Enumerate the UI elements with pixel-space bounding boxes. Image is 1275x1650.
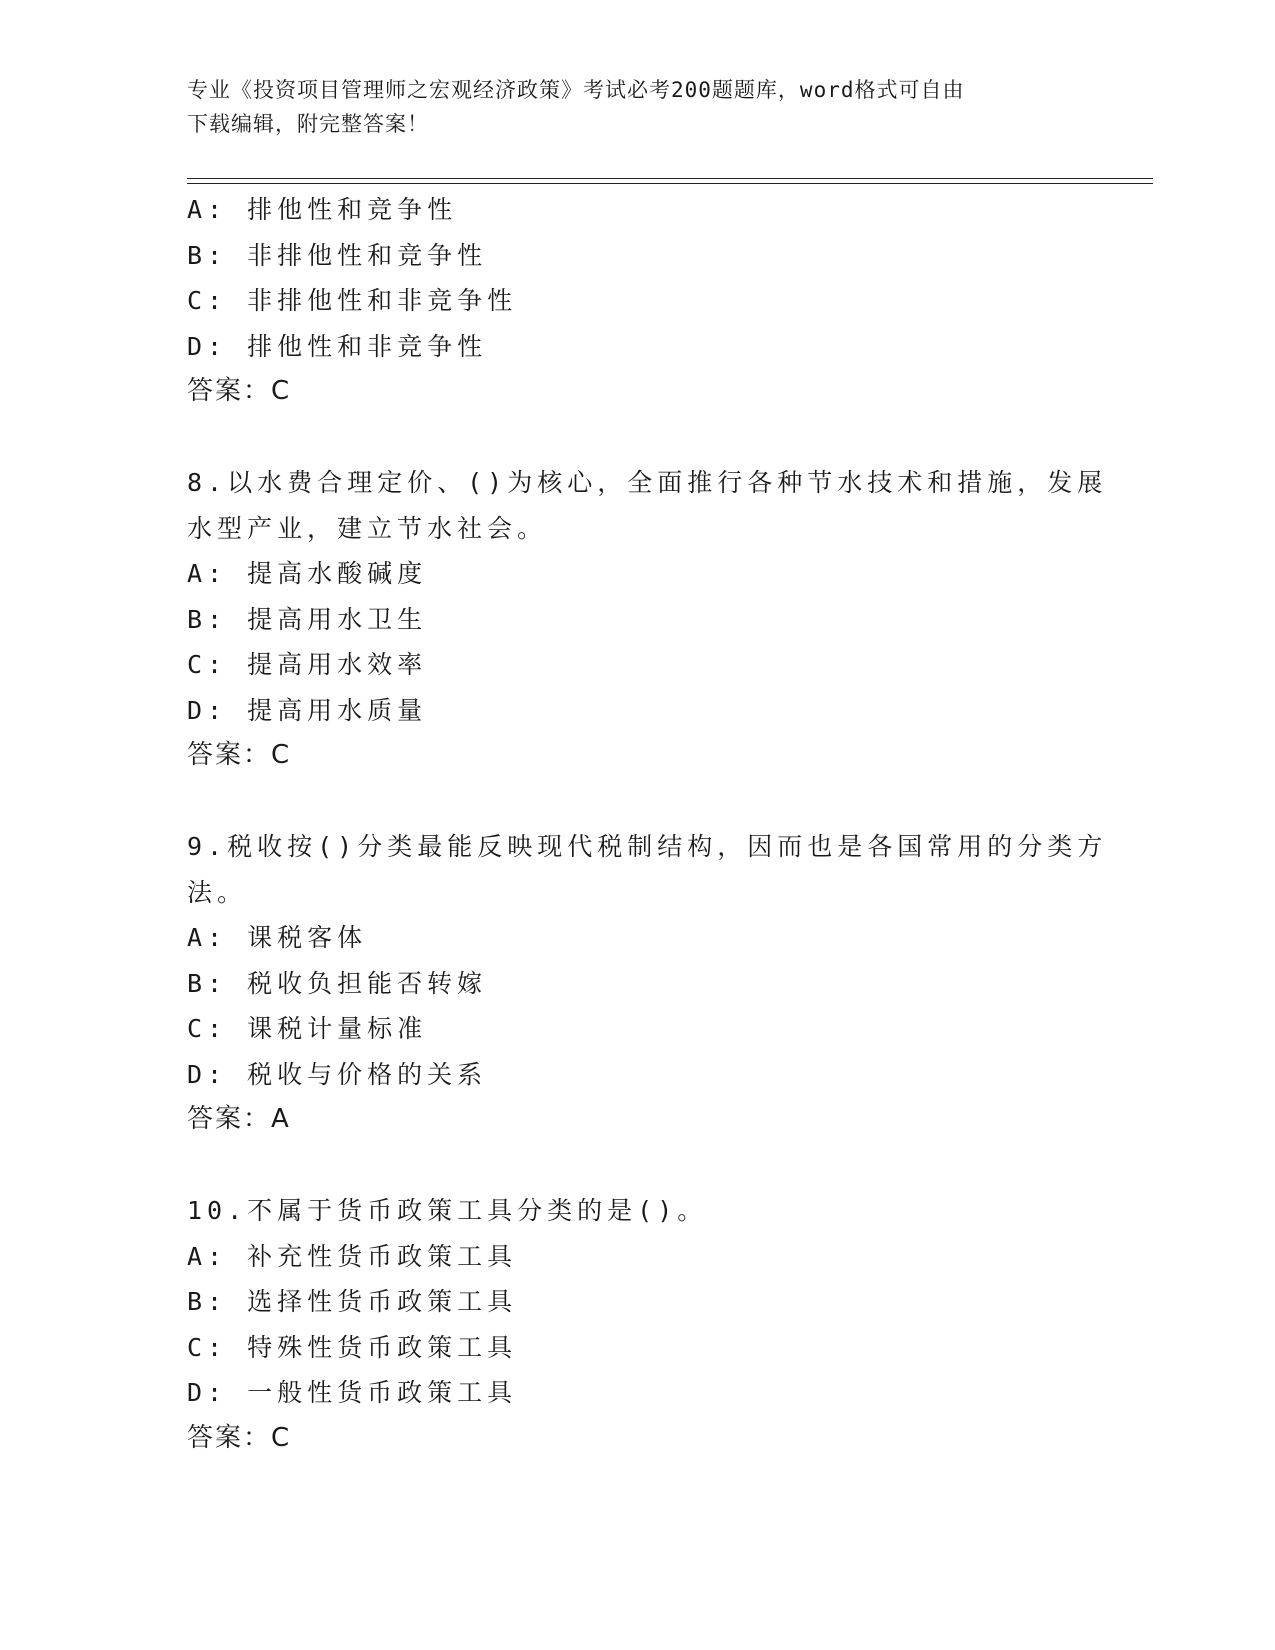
option-a: A: 课税客体 (187, 923, 368, 952)
spacer (187, 1143, 1087, 1189)
question-7-continued (187, 187, 1087, 415)
option-a: A: 提高水酸碱度 (187, 559, 428, 588)
answer-line: 答案：A (187, 1104, 291, 1134)
option-b: B: 税收负担能否转嫁 (187, 968, 488, 998)
option-c: C: 非排他性和非竞争性 (187, 286, 518, 315)
option-b: B: 非排他性和竞争性 (187, 240, 488, 270)
option-a: A: 排他性和竞争性 (187, 195, 458, 224)
question-stem-line-2: 水型产业，建立节水社会。 (187, 513, 548, 543)
option-d: D: 税收与价格的关系 (187, 1059, 488, 1089)
question-stem-line-1: 9.税收按()分类最能反映现代税制结构，因而也是各国常用的分类方 (187, 832, 1108, 861)
option-b: B: 提高用水卫生 (187, 604, 428, 634)
spacer (187, 779, 1087, 825)
question-stem-line-1: 10.不属于货币政策工具分类的是()。 (187, 1196, 708, 1225)
question-9 (187, 824, 1108, 1143)
answer-line: 答案：C (187, 740, 292, 770)
header-line-2: 下载编辑，附完整答案！ (187, 112, 429, 136)
header-line-1: 专业《投资项目管理师之宏观经济政策》考试必考200题题库，word格式可自由 (187, 78, 965, 102)
option-a: A: 补充性货币政策工具 (187, 1241, 518, 1271)
question-10 (187, 1188, 1087, 1461)
header-divider-bottom (187, 183, 1153, 184)
answer-line: 答案：C (187, 376, 292, 406)
option-d: D: 排他性和非竞争性 (187, 331, 488, 361)
question-stem-line-1: 8.以水费合理定价、()为核心，全面推行各种节水技术和措施，发展 (187, 468, 1108, 497)
header-divider-top (187, 178, 1153, 179)
option-c: C: 特殊性货币政策工具 (187, 1332, 518, 1362)
option-c: C: 提高用水效率 (187, 650, 428, 679)
question-list (187, 187, 1108, 1461)
spacer (187, 415, 1087, 461)
answer-line: 答案：C (187, 1422, 292, 1453)
question-8 (187, 460, 1108, 779)
document-header-note (187, 73, 1067, 141)
option-b: B: 选择性货币政策工具 (187, 1287, 518, 1316)
option-d: D: 一般性货币政策工具 (187, 1378, 518, 1407)
question-stem-line-2: 法。 (187, 877, 248, 907)
option-d: D: 提高用水质量 (187, 695, 428, 725)
option-c: C: 课税计量标准 (187, 1014, 428, 1043)
